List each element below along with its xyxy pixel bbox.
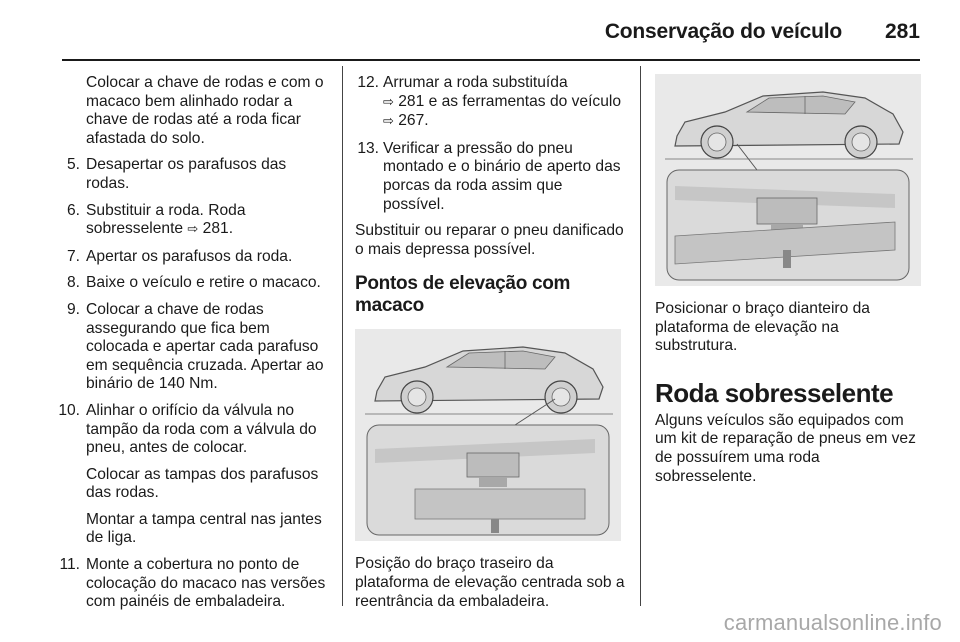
column-divider-1 <box>342 66 343 606</box>
paragraph: Alguns veículos são equipados com um kit de reparação de pneus em vez de possuírem uma roda sobresselente. <box>655 411 916 485</box>
page-header <box>0 0 960 62</box>
figure-caption: Posição do braço traseiro da plataforma de elevação centrada sob a reentrância da embaladeira. <box>355 555 625 610</box>
step-text: Desapertar os parafusos das rodas. <box>86 156 287 192</box>
page-reference[interactable]: 267. <box>398 112 429 130</box>
step-text: Monte a cobertura no ponto de colocação do macaco nas versões com painéis de embaladeira. <box>86 556 326 611</box>
header-divider <box>62 59 920 61</box>
step-number: 6. <box>66 201 80 219</box>
column-divider-2 <box>640 66 641 606</box>
step-continuation: Colocar a chave de rodas e com o macaco bem alinhado rodar a chave de rodas até a roda ficar afastada do solo. <box>86 74 324 147</box>
page-number: 281 <box>884 20 920 43</box>
step-7 <box>40 248 326 267</box>
page-reference-arrow-icon: ⇨ <box>383 94 394 110</box>
step-text: Baixe o veículo e retire o macaco. <box>86 274 321 292</box>
page-reference-arrow-icon: ⇨ <box>383 114 394 130</box>
step-text: Verificar a pressão do pneu montado e o binário de aperto das porcas da roda assim que possível. <box>383 139 621 213</box>
column-3 <box>655 74 923 494</box>
step-8 <box>40 274 326 293</box>
step-6 <box>40 202 326 240</box>
page-reference[interactable]: 281. <box>202 220 234 238</box>
front-lift-point-illustration <box>655 74 921 286</box>
page-reference-arrow-icon: ⇨ <box>187 222 199 238</box>
step-number: 8. <box>66 274 80 292</box>
rear-lift-point-illustration <box>355 329 621 541</box>
step-number: 12. <box>357 74 379 91</box>
figure-caption: Posicionar o braço dianteiro da plataforma de elevação na substrutura. <box>655 300 870 355</box>
section-heading: Pontos de elevação com macaco <box>355 273 571 317</box>
step-number: 7. <box>66 247 80 265</box>
column-2 <box>355 74 627 611</box>
step-9 <box>40 301 326 394</box>
step-text: Substituir a roda. Roda sobresselente <box>86 201 246 238</box>
step-number: 13. <box>357 139 379 157</box>
site-watermark: carmanualsonline.info <box>723 610 942 635</box>
step-12 <box>355 74 627 132</box>
step-5 <box>40 156 326 193</box>
section-title: Conservação do veículo <box>604 20 842 43</box>
section-heading: Roda sobresselente <box>655 377 894 408</box>
step-10-note-a: Colocar as tampas dos parafusos das rodas. <box>86 465 319 502</box>
step-text: Arrumar a roda substituída <box>383 74 568 91</box>
step-text: Colocar a chave de rodas assegurando que fica bem colocada e apertar cada parafuso em sequência cruzada. Apertar ao binário de 140 Nm. <box>86 300 324 393</box>
step-11 <box>40 556 326 612</box>
step-number: 9. <box>66 300 80 318</box>
paragraph: Substituir ou reparar o pneu danificado o mais depressa possível. <box>355 222 624 258</box>
step-number: 11. <box>59 556 80 574</box>
column-1 <box>40 74 326 620</box>
step-text: Alinhar o orifício da válvula no tampão da roda com a válvula do pneu, antes de colocar. <box>86 401 317 457</box>
step-number: 5. <box>66 156 80 174</box>
page-reference[interactable]: 281 e as ferramentas do veículo <box>398 92 622 110</box>
step-10-note-b: Montar a tampa central nas jantes de liga. <box>86 510 322 547</box>
step-10 <box>40 402 326 458</box>
step-text: Apertar os parafusos da roda. <box>86 247 293 265</box>
step-number: 10. <box>58 401 80 419</box>
step-13 <box>355 140 627 214</box>
